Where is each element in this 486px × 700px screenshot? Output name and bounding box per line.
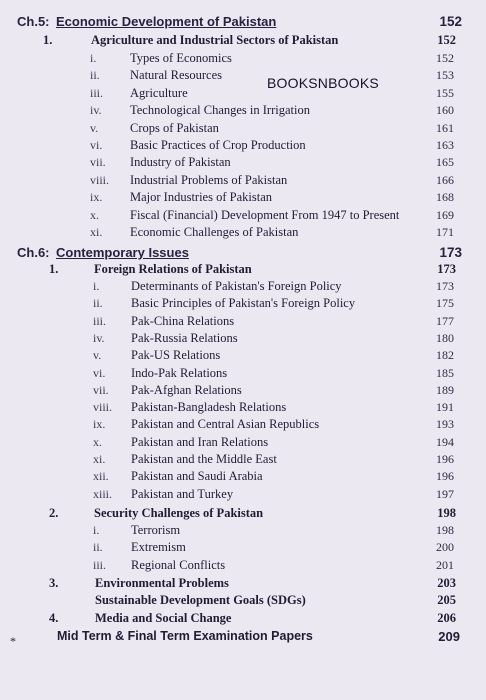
section-title: Media and Social Change — [95, 611, 232, 625]
item-title: Pak-China Relations — [131, 313, 235, 328]
section-page-number: 205 — [437, 593, 456, 607]
chapter-title: Contemporary Issues — [56, 245, 189, 260]
item-title: Pakistan and Iran Relations — [131, 434, 269, 449]
section-title: Sustainable Development Goals (SDGs) — [95, 593, 306, 607]
section-page-number: 203 — [437, 576, 456, 590]
chapter-label: Ch.5: — [17, 14, 50, 29]
section-page-number: 198 — [437, 506, 456, 520]
roman-numeral: ix. — [93, 417, 106, 432]
roman-numeral: iii. — [90, 85, 104, 100]
item-title: Indo-Pak Relations — [131, 365, 228, 380]
item-page-number: 155 — [436, 85, 454, 100]
list-item — [0, 366, 486, 384]
chapter-page-number: 173 — [439, 245, 462, 260]
list-item — [0, 51, 486, 69]
section-title: Environmental Problems — [95, 576, 229, 590]
list-item — [0, 190, 486, 208]
list-item — [0, 138, 486, 156]
item-page-number: 169 — [436, 207, 454, 222]
item-title: Pakistan and Turkey — [131, 486, 234, 501]
roman-numeral: vii. — [90, 155, 106, 170]
section-title: Agriculture and Industrial Sectors of Pakistan — [91, 33, 339, 47]
roman-numeral: ii. — [90, 68, 100, 83]
item-page-number: 200 — [436, 540, 454, 555]
item-page-number: 171 — [436, 225, 454, 239]
item-page-number: 152 — [436, 51, 454, 65]
list-item — [0, 173, 486, 191]
section-heading — [0, 593, 486, 611]
roman-numeral: i. — [93, 279, 100, 293]
item-page-number: 197 — [436, 486, 454, 501]
roman-numeral: xiii. — [93, 486, 113, 501]
section-heading — [0, 262, 486, 280]
section-number: 4. — [49, 611, 59, 625]
section-number: 3. — [49, 576, 59, 590]
roman-numeral: xii. — [93, 469, 109, 484]
item-title: Industrial Problems of Pakistan — [130, 172, 288, 187]
list-item — [0, 68, 486, 86]
item-page-number: 175 — [436, 296, 454, 311]
chapter-5-heading — [0, 14, 486, 32]
item-page-number: 189 — [436, 382, 454, 397]
roman-numeral: v. — [90, 120, 99, 135]
list-item — [0, 103, 486, 121]
item-title: Basic Practices of Crop Production — [130, 138, 306, 152]
item-page-number: 193 — [436, 417, 454, 432]
list-item — [0, 348, 486, 366]
item-title: Natural Resources — [130, 68, 222, 83]
section-title: Security Challenges of Pakistan — [94, 506, 264, 520]
list-item — [0, 400, 486, 418]
section-number: 2. — [49, 506, 59, 520]
section-number: 1. — [49, 262, 59, 276]
item-page-number: 160 — [436, 103, 454, 118]
list-item — [0, 314, 486, 332]
item-page-number: 168 — [436, 190, 454, 205]
chapter-6-heading — [0, 245, 486, 263]
section-heading — [0, 576, 486, 594]
list-item — [0, 540, 486, 558]
list-item — [0, 435, 486, 453]
item-page-number: 173 — [436, 279, 454, 293]
section-heading — [0, 33, 486, 51]
list-item — [0, 469, 486, 487]
item-title: Economic Challenges of Pakistan — [130, 225, 299, 239]
roman-numeral: iii. — [93, 313, 107, 328]
list-item — [0, 86, 486, 104]
item-title: Fiscal (Financial) Development From 1947 to Present — [130, 207, 400, 222]
item-title: Pakistan and Saudi Arabia — [131, 469, 263, 484]
roman-numeral: x. — [90, 207, 99, 222]
item-title: Pakistan and Central Asian Republics — [131, 417, 320, 432]
section-page-number: 206 — [437, 611, 456, 625]
item-title: Major Industries of Pakistan — [130, 190, 272, 205]
list-item — [0, 279, 486, 297]
item-title: Types of Economics — [130, 51, 232, 65]
chapter-title: Economic Development of Pakistan — [56, 14, 277, 29]
section-number: 1. — [43, 33, 53, 47]
list-item — [0, 331, 486, 349]
item-title: Terrorism — [131, 523, 181, 537]
roman-numeral: i. — [93, 523, 100, 537]
item-page-number: 201 — [436, 557, 454, 572]
list-item — [0, 208, 486, 226]
exam-papers-page-number: 209 — [438, 629, 460, 644]
item-title: Pak-US Relations — [131, 348, 221, 363]
item-title: Industry of Pakistan — [130, 155, 231, 170]
asterisk-marker: * — [10, 634, 16, 648]
item-page-number: 180 — [436, 330, 454, 345]
list-item — [0, 523, 486, 541]
section-title: Foreign Relations of Pakistan — [94, 262, 252, 276]
roman-numeral: ix. — [90, 190, 103, 205]
item-page-number: 153 — [436, 68, 454, 83]
item-title: Crops of Pakistan — [130, 120, 219, 135]
item-page-number: 182 — [436, 348, 454, 363]
list-item — [0, 296, 486, 314]
section-page-number: 173 — [437, 262, 456, 276]
item-title: Technological Changes in Irrigation — [130, 103, 310, 118]
item-page-number: 166 — [436, 172, 454, 187]
item-page-number: 194 — [436, 434, 454, 449]
section-heading — [0, 611, 486, 629]
item-title: Pakistan-Bangladesh Relations — [131, 400, 287, 415]
watermark-text: BOOKSNBOOKS — [267, 75, 379, 91]
roman-numeral: vii. — [93, 382, 109, 397]
list-item — [0, 452, 486, 470]
item-page-number: 196 — [436, 452, 454, 466]
item-page-number: 161 — [436, 120, 454, 135]
item-title: Regional Conflicts — [131, 557, 226, 572]
roman-numeral: vi. — [93, 365, 106, 380]
item-page-number: 185 — [436, 365, 454, 380]
roman-numeral: viii. — [90, 172, 110, 187]
list-item — [0, 383, 486, 401]
item-title: Pak-Afghan Relations — [131, 382, 242, 397]
roman-numeral: iv. — [93, 330, 105, 345]
list-item — [0, 417, 486, 435]
roman-numeral: xi. — [93, 452, 106, 466]
roman-numeral: ii. — [93, 296, 103, 311]
item-title: Pakistan and the Middle East — [131, 452, 277, 466]
item-title: Extremism — [131, 540, 186, 555]
item-page-number: 177 — [436, 313, 454, 328]
roman-numeral: ii. — [93, 540, 103, 555]
item-title: Agriculture — [130, 85, 188, 100]
roman-numeral: x. — [93, 434, 102, 449]
section-heading — [0, 506, 486, 524]
item-page-number: 165 — [436, 155, 454, 170]
roman-numeral: v. — [93, 348, 102, 363]
list-item — [0, 558, 486, 576]
item-page-number: 191 — [436, 400, 454, 415]
exam-papers-heading — [0, 629, 486, 647]
roman-numeral: viii. — [93, 400, 113, 415]
item-title: Determinants of Pakistan's Foreign Policy — [131, 279, 342, 293]
chapter-label: Ch.6: — [17, 245, 50, 260]
list-item — [0, 225, 486, 243]
roman-numeral: iv. — [90, 103, 102, 118]
list-item — [0, 121, 486, 139]
section-page-number: 152 — [437, 33, 456, 47]
roman-numeral: iii. — [93, 557, 107, 572]
item-title: Pak-Russia Relations — [131, 330, 238, 345]
item-page-number: 198 — [436, 523, 454, 537]
item-page-number: 196 — [436, 469, 454, 484]
chapter-page-number: 152 — [439, 14, 462, 29]
list-item — [0, 155, 486, 173]
exam-papers-title: Mid Term & Final Term Examination Papers — [57, 629, 313, 643]
item-page-number: 163 — [436, 138, 454, 152]
roman-numeral: i. — [90, 51, 97, 65]
roman-numeral: vi. — [90, 138, 103, 152]
item-title: Basic Principles of Pakistan's Foreign Policy — [131, 296, 356, 311]
list-item — [0, 487, 486, 505]
roman-numeral: xi. — [90, 225, 103, 239]
